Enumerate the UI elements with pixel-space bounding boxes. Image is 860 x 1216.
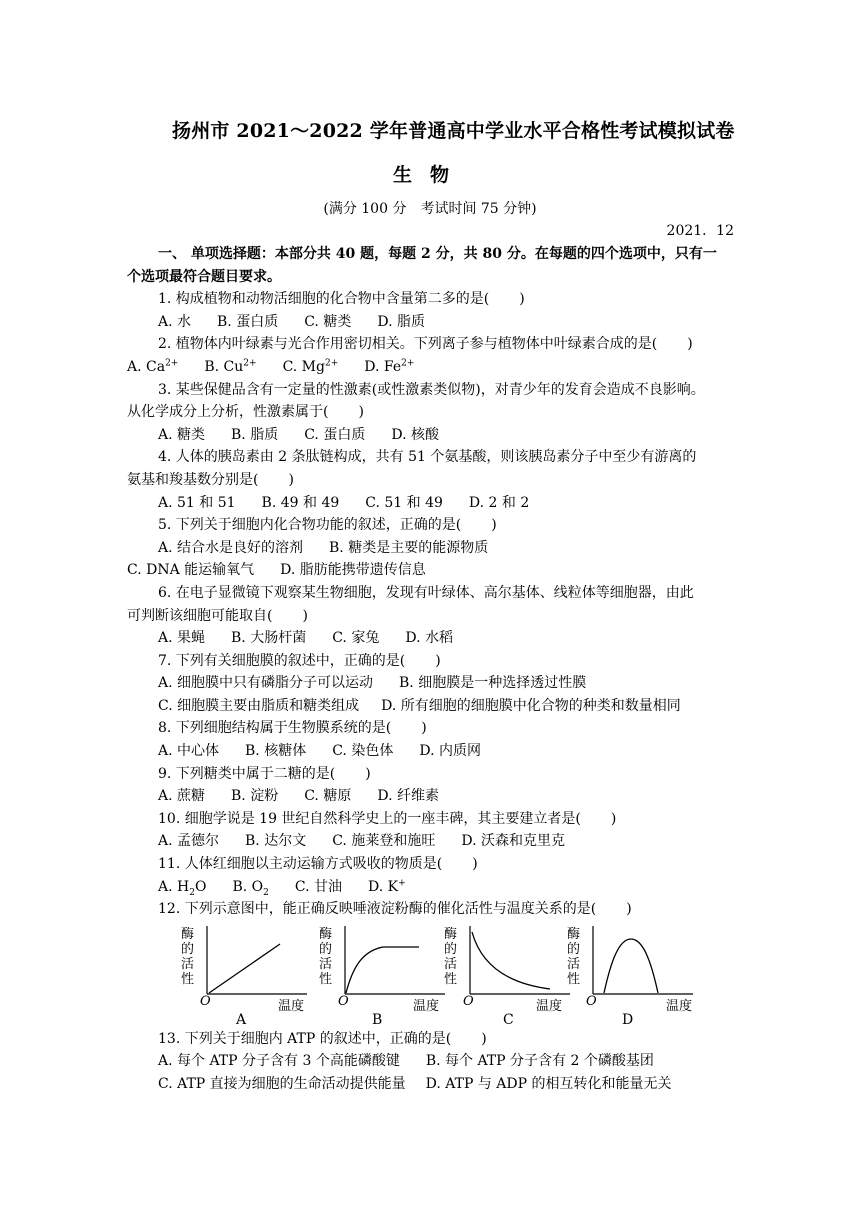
question-9: 9. 下列糖类中属于二糖的是( ) [158, 765, 371, 782]
question-6-line2: 可判断该细胞可能取自( ) [127, 607, 308, 624]
option-b[interactable]: B. 糖类是主要的能源物质 [329, 539, 489, 556]
question-8: 8. 下列细胞结构属于生物膜系统的是( ) [158, 720, 427, 737]
option-a[interactable]: A. 果蝇 [158, 630, 206, 647]
option-b[interactable]: B. 脂质 [231, 426, 279, 443]
option-d[interactable]: D. $Fe^{2+}$ [364, 358, 415, 375]
origin-label: O [463, 993, 474, 1009]
exam-date: 2021．12 [666, 223, 734, 239]
question-4-line1: 4. 人体的胰岛素由 2 条肽链构成，共有 51 个氨基酸，则该胰岛素分子中至少有游离的 [158, 449, 697, 466]
y-axis-label-char: 酶 [181, 926, 195, 942]
question-7: 7. 下列有关细胞膜的叙述中，正确的是( ) [158, 652, 441, 669]
option-b[interactable]: B. $Cu^{2+}$ [204, 358, 257, 375]
question-9-options [127, 785, 735, 808]
y-axis-label-char: 的 [567, 941, 581, 957]
curve [604, 939, 658, 993]
y-axis-label-char: 活 [319, 956, 333, 972]
option-a[interactable]: A. 每个 ATP 分子含有 3 个高能磷酸键 [158, 1053, 400, 1070]
graph-c[interactable] [440, 921, 580, 1028]
question-10: 10. 细胞学说是 19 世纪自然科学史上的一座丰碑，其主要建立者是( ) [158, 810, 617, 827]
option-a[interactable]: A. 糖类 [158, 426, 206, 443]
option-c[interactable]: C. 51 和 49 [365, 494, 443, 511]
y-axis-label-char: 酶 [567, 926, 581, 942]
y-axis-label-char: 性 [181, 971, 195, 987]
option-c[interactable]: C. 施莱登和施旺 [332, 833, 436, 850]
section-heading-line1: 一、 单项选择题：本部分共 40 题，每题 2 分，共 80 分。在每题的四个选项中，只有一 [158, 246, 717, 262]
x-axis-label: 温度 [666, 998, 693, 1014]
option-c[interactable]: C. 糖类 [304, 313, 352, 330]
option-c[interactable]: C. $Mg^{2+}$ [282, 358, 339, 375]
y-axis-label-char: 活 [444, 956, 458, 972]
question-12: 12. 下列示意图中，能正确反映唾液淀粉酶的催化活性与温度关系的是( ) [158, 901, 632, 918]
exam-title: 扬州市 2021～2022 学年普通高中学业水平合格性考试模拟试卷 [172, 120, 735, 142]
x-axis-label: 温度 [536, 998, 563, 1014]
graph-label: B [372, 1011, 383, 1028]
option-d[interactable]: D. 水稻 [405, 630, 453, 647]
curve [209, 944, 280, 993]
question-3-line2: 从化学成分上分析，性激素属于( ) [127, 404, 364, 421]
origin-label: O [586, 993, 597, 1009]
option-c[interactable]: C. 蛋白质 [304, 426, 366, 443]
question-4-options [127, 492, 735, 515]
graph-a[interactable] [177, 921, 317, 1028]
question-3-options [127, 424, 735, 447]
question-2-options [127, 356, 735, 379]
option-b[interactable]: B. 淀粉 [231, 788, 279, 805]
subject-title: 生物 [392, 164, 467, 186]
option-b[interactable]: B. 大肠杆菌 [231, 630, 307, 647]
option-d[interactable]: D. 纤维素 [377, 788, 439, 805]
option-b[interactable]: B. 达尔文 [245, 833, 307, 850]
y-axis-label-char: 活 [567, 956, 581, 972]
y-axis-label-char: 性 [567, 971, 581, 987]
option-d[interactable]: D. 脂肪能携带遗传信息 [280, 562, 426, 579]
x-axis-label: 温度 [413, 998, 440, 1014]
option-c[interactable]: C. 细胞膜主要由脂质和糖类组成 [158, 697, 360, 714]
y-axis-label-char: 酶 [319, 926, 333, 942]
option-a[interactable]: A. 细胞膜中只有磷脂分子可以运动 [158, 675, 374, 692]
option-a[interactable]: A. 蔗糖 [158, 788, 206, 805]
y-axis-label-char: 性 [319, 971, 333, 987]
question-13-options-row2 [127, 1073, 735, 1096]
option-d[interactable]: D. ATP 与 ADP 的相互转化和能量无关 [425, 1076, 672, 1092]
question-11-options [127, 876, 735, 899]
option-a[interactable]: A. 结合水是良好的溶剂 [158, 539, 304, 556]
option-c[interactable]: C. ATP 直接为细胞的生命活动提供能量 [158, 1076, 406, 1092]
y-axis-label-char: 的 [319, 941, 333, 957]
y-axis-label-char: 的 [181, 941, 195, 957]
option-a[interactable]: A. $H_2O$ [158, 878, 207, 898]
question-8-options [127, 740, 735, 763]
option-c[interactable]: C. 糖原 [304, 788, 352, 805]
graph-b[interactable] [315, 921, 458, 1028]
question-3-line1: 3. 某些保健品含有一定量的性激素(或性激素类似物)，对青少年的发育会造成不良影响。 [158, 381, 705, 398]
option-d[interactable]: D. 沃森和克里克 [461, 833, 565, 850]
question-list [127, 243, 735, 1096]
question-10-options [127, 830, 735, 853]
graph-label: A [236, 1011, 247, 1028]
option-c[interactable]: C. 染色体 [332, 743, 394, 760]
question-5: 5. 下列关于细胞内化合物功能的叙述，正确的是( ) [158, 517, 497, 534]
option-d[interactable]: D. 脂质 [377, 313, 425, 330]
question-5-options-row2 [127, 559, 735, 582]
option-b[interactable]: B. $O_2$ [232, 878, 269, 898]
y-axis-label-char: 活 [181, 956, 195, 972]
option-b[interactable]: B. 细胞膜是一种选择透过性膜 [399, 675, 587, 692]
question-13-options-row1 [127, 1050, 735, 1073]
option-c[interactable]: C. 甘油 [294, 878, 342, 895]
question-7-options-row1 [127, 672, 735, 695]
question-13: 13. 下列关于细胞内 ATP 的叙述中，正确的是( ) [158, 1030, 487, 1047]
option-a[interactable]: A. 中心体 [158, 743, 220, 760]
section-heading-line2: 个选项最符合题目要求。 [127, 268, 281, 285]
question-11: 11. 人体红细胞以主动运输方式吸收的物质是( ) [158, 856, 478, 873]
option-c[interactable]: C. DNA 能运输氧气 [127, 562, 255, 579]
option-a[interactable]: A. 51 和 51 [158, 494, 236, 511]
question-2: 2. 植物体内叶绿素与光合作用密切相关。下列离子参与植物体中叶绿素合成的是( ) [158, 336, 693, 353]
graph-label: D [622, 1011, 634, 1028]
option-b[interactable]: B. 核糖体 [245, 743, 307, 760]
y-axis-label-char: 的 [444, 941, 458, 957]
option-b[interactable]: B. 蛋白质 [217, 313, 279, 330]
question-12-graphs [127, 921, 735, 1028]
question-5-options-row1 [127, 537, 735, 560]
option-a[interactable]: A. $Ca^{2+}$ [127, 358, 179, 375]
y-axis-label-char: 酶 [444, 926, 458, 942]
option-c[interactable]: C. 家兔 [332, 630, 380, 647]
option-b[interactable]: B. 49 和 49 [261, 494, 340, 511]
option-d[interactable]: D. K+ [367, 877, 406, 895]
graph-d[interactable] [563, 921, 703, 1028]
question-6-options [127, 627, 735, 650]
graph-label: C [503, 1011, 514, 1028]
question-7-options-row2 [127, 695, 735, 718]
option-b[interactable]: B. 每个 ATP 分子含有 2 个磷酸基团 [425, 1053, 654, 1070]
question-4-line2: 氨基和羧基数分别是( ) [127, 471, 294, 488]
question-1-options [127, 311, 735, 334]
option-a[interactable]: A. 孟德尔 [158, 833, 220, 850]
question-1: 1. 构成植物和动物活细胞的化合物中含量第二多的是( ) [158, 291, 525, 308]
option-d[interactable]: D. 2 和 2 [468, 494, 530, 511]
origin-label: O [200, 993, 211, 1009]
curve [346, 947, 419, 993]
y-axis-label-char: 性 [444, 971, 458, 987]
option-d[interactable]: D. 核酸 [391, 426, 439, 443]
option-d[interactable]: D. 内质网 [419, 743, 481, 760]
curve [472, 932, 550, 989]
exam-info: (满分 100 分 考试时间 75 分钟) [323, 201, 537, 217]
origin-label: O [338, 993, 349, 1009]
question-6-line1: 6. 在电子显微镜下观察某生物细胞，发现有叶绿体、高尔基体、线粒体等细胞器，由此 [158, 584, 694, 601]
option-a[interactable]: A. 水 [158, 313, 192, 330]
option-d[interactable]: D. 所有细胞的细胞膜中化合物的种类和数量相同 [381, 697, 681, 714]
x-axis-label: 温度 [278, 998, 305, 1014]
